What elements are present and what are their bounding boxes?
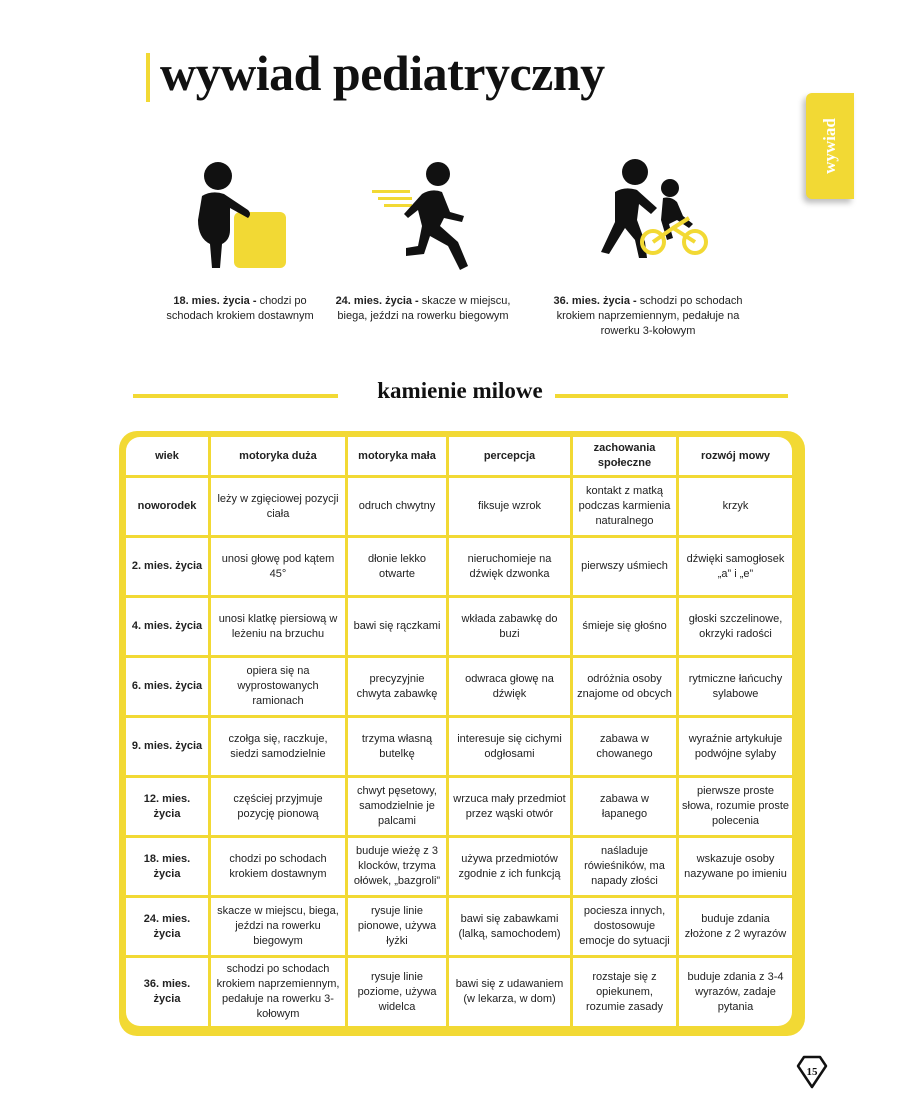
row-age-cell: noworodek (126, 478, 208, 535)
table-cell: precyzyjnie chwyta zabawkę (348, 658, 446, 715)
table-cell: dłonie lekko otwarte (348, 538, 446, 595)
section-title: kamienie milowe (377, 378, 543, 403)
milestone-caption-18: 18. mies. życia - chodzi po schodach krokiem dostawnym (166, 295, 314, 322)
table-cell: bawi się zabawkami (lalką, samochodem) (449, 898, 570, 955)
table-row (126, 718, 792, 775)
milestones-grid (123, 434, 795, 1029)
table-cell: opiera się na wyprostowanych ramionach (211, 658, 345, 715)
table-cell: kontakt z matką podczas karmienia naturalnego (573, 478, 676, 535)
milestone-caption-36: 36. mies. życia - schodzi po schodach krokiem naprzemiennym, pedałuje na rowerku 3-kołowym (553, 295, 743, 337)
table-header-cell: wiek (126, 437, 208, 475)
table-cell: buduje zdania z 3-4 wyrazów, zadaje pytania (679, 958, 792, 1026)
table-cell: unosi klatkę piersiową w leżeniu na brzuchu (211, 598, 345, 655)
row-age-cell: 36. mies. życia (126, 958, 208, 1026)
table-cell: pierwszy uśmiech (573, 538, 676, 595)
table-cell: wkłada zabawkę do buzi (449, 598, 570, 655)
table-cell: głoski szczelinowe, okrzyki radości (679, 598, 792, 655)
table-row (126, 478, 792, 535)
milestones-table (119, 431, 805, 1036)
table-cell: śmieje się głośno (573, 598, 676, 655)
section-tab-label: wywiad (820, 118, 839, 174)
table-cell: chodzi po schodach krokiem dostawnym (211, 838, 345, 895)
table-cell: wskazuje osoby nazywane po imieniu (679, 838, 792, 895)
table-cell: trzyma własną butelkę (348, 718, 446, 775)
table-cell: bawi się rączkami (348, 598, 446, 655)
table-header-cell: rozwój mowy (679, 437, 792, 475)
table-cell: zabawa w chowanego (573, 718, 676, 775)
table-cell: schodzi po schodach krokiem naprzemiennym, pedałuje na rowerku 3-kołowym (211, 958, 345, 1026)
table-cell: rozstaje się z opiekunem, rozumie zasady (573, 958, 676, 1026)
table-cell: buduje wieżę z 3 klocków, trzyma ołówek, „bazgroli” (348, 838, 446, 895)
table-cell: czołga się, raczkuje, siedzi samodzielnie (211, 718, 345, 775)
table-row (126, 838, 792, 895)
table-cell: unosi głowę pod kątem 45° (211, 538, 345, 595)
table-cell: krzyk (679, 478, 792, 535)
table-cell: odruch chwytny (348, 478, 446, 535)
table-cell: buduje zdania złożone z 2 wyrazów (679, 898, 792, 955)
title-accent-bar (146, 53, 150, 102)
table-header-row (126, 437, 792, 475)
table-cell: pierwsze proste słowa, rozumie proste polecenia (679, 778, 792, 835)
row-age-cell: 2. mies. życia (126, 538, 208, 595)
table-cell: dźwięki samogłosek „a” i „e” (679, 538, 792, 595)
table-cell: odwraca głowę na dźwięk (449, 658, 570, 715)
table-cell: interesuje się cichymi odgłosami (449, 718, 570, 775)
table-row (126, 658, 792, 715)
row-age-cell: 6. mies. życia (126, 658, 208, 715)
table-cell: bawi się z udawaniem (w lekarza, w dom) (449, 958, 570, 1026)
table-cell: częściej przyjmuje pozycję pionową (211, 778, 345, 835)
table-cell: rysuje linie pionowe, używa łyżki (348, 898, 446, 955)
row-age-cell: 24. mies. życia (126, 898, 208, 955)
table-row (126, 958, 792, 1026)
page-number: 15 (806, 1066, 818, 1078)
table-header-cell: motoryka mała (348, 437, 446, 475)
table-cell: odróżnia osoby znajome od obcych (573, 658, 676, 715)
table-header-cell: zachowania społeczne (573, 437, 676, 475)
table-cell: chwyt pęsetowy, samodzielnie je palcami (348, 778, 446, 835)
table-row (126, 538, 792, 595)
milestone-caption-24: 24. mies. życia - skacze w miejscu, biega, jeździ na rowerku biegowym (335, 295, 511, 322)
table-header-cell: motoryka duża (211, 437, 345, 475)
child-cycling-icon (585, 158, 710, 262)
table-cell: wyraźnie artykułuje podwójne sylaby (679, 718, 792, 775)
child-climbing-stairs-icon (190, 160, 290, 272)
table-cell: pociesza innych, dostosowuje emocje do sytuacji (573, 898, 676, 955)
row-age-cell: 12. mies. życia (126, 778, 208, 835)
table-cell: naśladuje rówieśników, ma napady złości (573, 838, 676, 895)
section-divider-right (555, 394, 788, 398)
table-cell: zabawa w łapanego (573, 778, 676, 835)
table-cell: fiksuje wzrok (449, 478, 570, 535)
table-cell: wrzuca mały przedmiot przez wąski otwór (449, 778, 570, 835)
table-cell: leży w zgięciowej pozycji ciała (211, 478, 345, 535)
table-row (126, 898, 792, 955)
page-number-badge (793, 1052, 831, 1092)
table-cell: rysuje linie poziome, używa widelca (348, 958, 446, 1026)
table-row (126, 598, 792, 655)
table-cell: używa przedmiotów zgodnie z ich funkcją (449, 838, 570, 895)
table-cell: skacze w miejscu, biega, jeździ na rowerku biegowym (211, 898, 345, 955)
table-cell: rytmiczne łańcuchy sylabowe (679, 658, 792, 715)
page-title: wywiad pediatryczny (160, 45, 605, 101)
section-tab[interactable] (806, 93, 854, 199)
table-cell: nieruchomieje na dźwięk dzwonka (449, 538, 570, 595)
table-header-cell: percepcja (449, 437, 570, 475)
row-age-cell: 4. mies. życia (126, 598, 208, 655)
table-row (126, 778, 792, 835)
row-age-cell: 9. mies. życia (126, 718, 208, 775)
child-running-icon (370, 160, 480, 272)
row-age-cell: 18. mies. życia (126, 838, 208, 895)
